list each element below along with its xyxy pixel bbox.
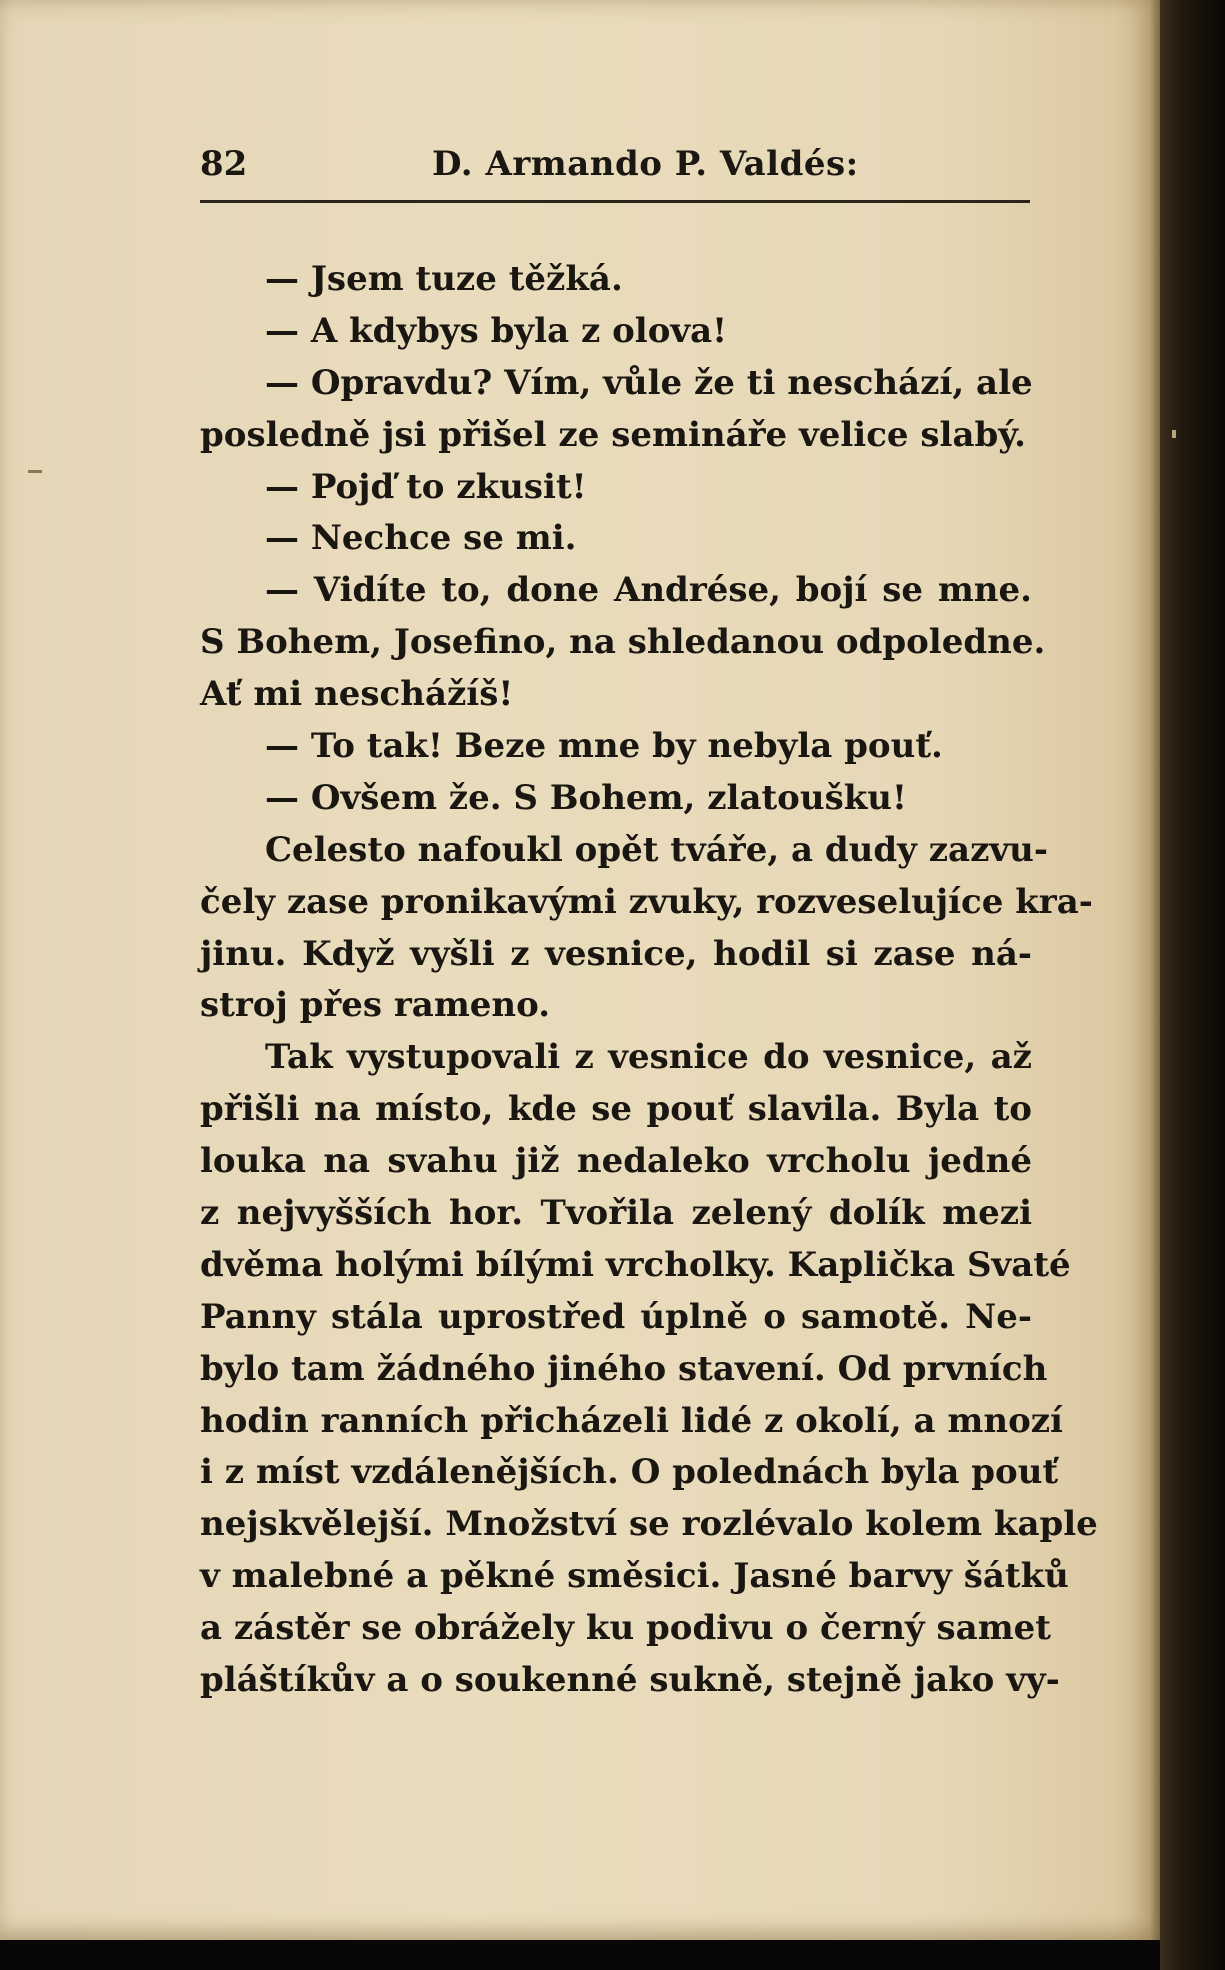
text-line: Tak vystupovali z vesnice do vesnice, až [265,1037,1032,1078]
text-line: hodin ranních přicházeli lidé z okolí, a mnozí [200,1400,1063,1441]
book-spine [1160,0,1225,1970]
text-line: louka na svahu již nedaleko vrcholu jedné [200,1141,1032,1182]
text-line: jinu. Když vyšli z vesnice, hodil si zase ná- [200,933,1032,974]
page-number: 82 [200,144,248,184]
text-line: Panny stála uprostřed úplně o samotě. Ne- [200,1296,1032,1337]
text-line: Ať mi neschážíš! [200,674,514,715]
running-title: D. Armando P. Valdés: [432,144,859,184]
text-line: — Ovšem že. S Bohem, zlatoušku! [265,777,907,818]
text-line: stroj přes rameno. [200,985,551,1026]
text-line: bylo tam žádného jiného stavení. Od prvních [200,1348,1048,1389]
text-line: i z míst vzdálenějších. O polednách byla pouť [200,1452,1059,1493]
text-line: v malebné a pěkné směsici. Jasné barvy šátků [200,1556,1069,1597]
text-line: čely zase pronikavými zvuky, rozveselujíce kra- [200,881,1093,922]
margin-mark [1172,430,1176,438]
text-line: — To tak! Beze mne by nebyla pouť. [265,726,943,767]
body-text [200,254,1098,1707]
text-line: — A kdybys byla z olova! [265,310,728,351]
text-line: z nejvyšších hor. Tvořila zelený dolík mezi [200,1193,1032,1234]
text-line: — Pojď to zkusit! [265,466,587,507]
text-line: dvěma holými bílými vrcholky. Kaplička Svaté [200,1244,1071,1285]
text-line: Celesto nafoukl opět tváře, a dudy zazvu- [265,829,1048,870]
text-line: — Nechce se mi. [265,518,577,559]
text-line: přišli na místo, kde se pouť slavila. Byla to [200,1089,1032,1130]
text-line: S Bohem, Josefino, na shledanou odpoledne. [200,622,1046,663]
text-line: posledně jsi přišel ze semináře velice slabý. [200,414,1026,455]
text-line: a zástěr se obrážely ku podivu o černý samet [200,1608,1052,1649]
text-line: — Jsem tuze těžká. [265,259,623,299]
text-line: — Opravdu? Vím, vůle že ti neschází, ale [265,362,1033,403]
running-head [200,144,1030,194]
header-rule [200,200,1030,203]
text-line: nejskvělejší. Množství se rozlévalo kolem kaple [200,1504,1098,1545]
text-line: pláštíkův a o soukenné sukně, stejně jako vy- [200,1660,1060,1701]
text-line: — Vidíte to, done Andrése, bojí se mne. [265,570,1032,611]
margin-mark [28,470,42,473]
